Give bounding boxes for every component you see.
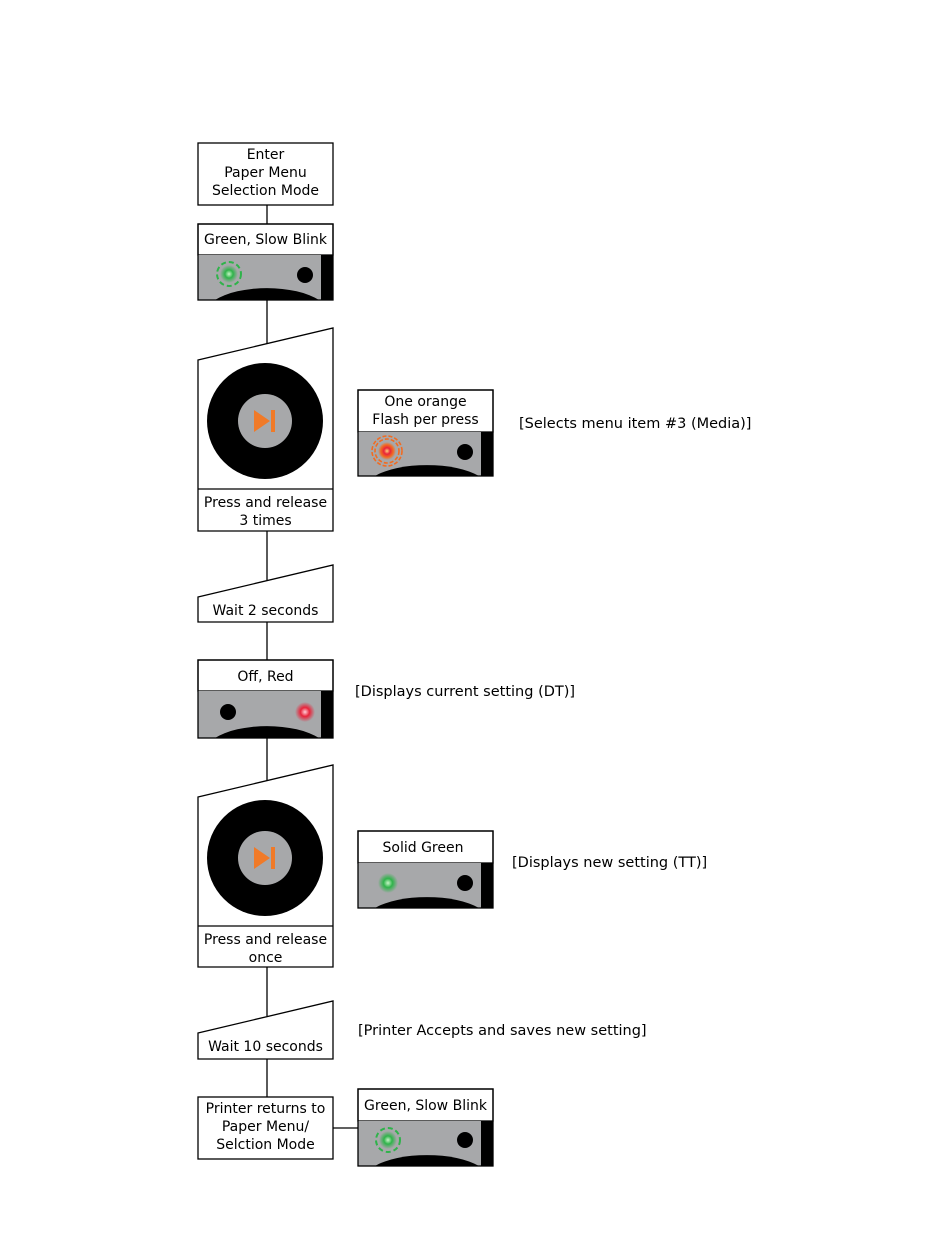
note-new-setting: [Displays new setting (TT)] <box>512 855 708 871</box>
enter-line-2: Paper Menu <box>224 165 307 181</box>
led-green-icon <box>379 1131 397 1149</box>
led-off-icon <box>457 1132 473 1148</box>
led-green-icon <box>378 873 398 893</box>
press-button-once <box>198 765 333 967</box>
enter-mode-box <box>198 143 333 205</box>
final-line-2: Paper Menu/ <box>221 1119 310 1135</box>
printer-returns-box <box>198 1097 333 1159</box>
led-red-icon <box>295 702 315 722</box>
press-1-line-1: Press and release <box>203 495 328 511</box>
status-2-label: Off, Red <box>237 669 294 685</box>
wait-1-label: Wait 2 seconds <box>212 603 319 619</box>
led-green-icon <box>220 265 238 283</box>
enter-line-3: Selection Mode <box>211 183 320 199</box>
note-accepts-setting: [Printer Accepts and saves new setting] <box>358 1023 647 1039</box>
flash-line-1: One orange <box>384 394 467 410</box>
orange-flash-indicator <box>358 390 493 476</box>
wait-2-seconds <box>198 565 333 622</box>
solid-green-label: Solid Green <box>382 840 464 856</box>
final-green-slow-blink <box>358 1089 493 1166</box>
final-line-1: Printer returns to <box>205 1101 326 1117</box>
note-selects-item: [Selects menu item #3 (Media)] <box>519 416 752 432</box>
led-off-icon <box>457 875 473 891</box>
solid-green-indicator <box>358 831 493 908</box>
final-line-3: Selction Mode <box>216 1137 315 1153</box>
status-off-red <box>198 660 333 738</box>
led-off-icon <box>220 704 236 720</box>
note-current-setting: [Displays current setting (DT)] <box>355 684 576 700</box>
wait-10-seconds <box>198 1001 333 1059</box>
final-status-label: Green, Slow Blink <box>364 1098 487 1114</box>
flash-line-2: Flash per press <box>372 412 479 428</box>
led-off-icon <box>297 267 313 283</box>
led-orange-icon <box>378 442 396 460</box>
enter-line-1: Enter <box>246 147 285 163</box>
led-off-icon <box>457 444 473 460</box>
press-1-line-2: 3 times <box>239 513 292 529</box>
status-1-label: Green, Slow Blink <box>204 232 327 248</box>
press-2-line-2: once <box>248 950 283 966</box>
press-button-3-times <box>198 328 333 531</box>
press-2-line-1: Press and release <box>203 932 328 948</box>
wait-2-label: Wait 10 seconds <box>208 1039 323 1055</box>
status-green-slow-blink <box>198 224 333 300</box>
